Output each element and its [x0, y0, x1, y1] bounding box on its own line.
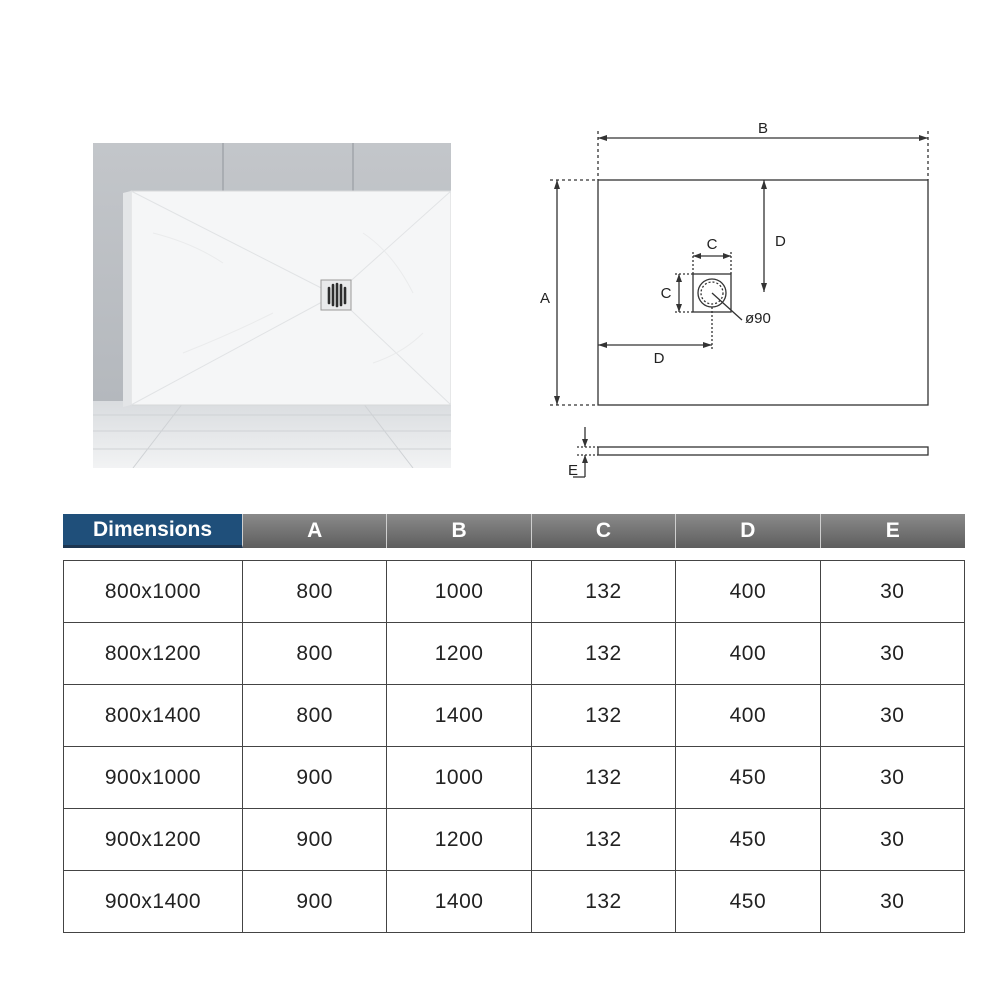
table-row — [64, 685, 965, 747]
cell-size: 900x1400 — [64, 871, 243, 933]
cell-size: 800x1400 — [64, 685, 243, 747]
cell-a: 900 — [243, 747, 387, 809]
cell-a: 900 — [243, 809, 387, 871]
label-c-top: C — [706, 236, 718, 253]
header-c: C — [532, 514, 676, 548]
cell-c: 132 — [531, 747, 675, 809]
table-row — [64, 623, 965, 685]
table-row — [64, 871, 965, 933]
product-photo — [93, 143, 451, 468]
cell-c: 132 — [531, 623, 675, 685]
cell-size: 900x1200 — [64, 809, 243, 871]
label-c-side: C — [660, 285, 672, 302]
dimensions-table — [63, 560, 965, 933]
cell-d: 450 — [676, 747, 820, 809]
technical-drawing — [535, 105, 955, 495]
cell-e: 30 — [820, 623, 964, 685]
cell-c: 132 — [531, 685, 675, 747]
shower-tray-illustration — [93, 143, 451, 468]
cell-d: 400 — [676, 561, 820, 623]
cell-e: 30 — [820, 809, 964, 871]
label-a: A — [539, 290, 551, 307]
cell-d: 450 — [676, 871, 820, 933]
cell-e: 30 — [820, 685, 964, 747]
cell-b: 1200 — [387, 623, 531, 685]
cell-a: 900 — [243, 871, 387, 933]
cell-b: 1200 — [387, 809, 531, 871]
cell-size: 900x1000 — [64, 747, 243, 809]
cell-e: 30 — [820, 871, 964, 933]
shower-tray — [131, 191, 451, 405]
cell-c: 132 — [531, 809, 675, 871]
floor — [93, 401, 451, 468]
cell-a: 800 — [243, 685, 387, 747]
label-e: E — [567, 462, 579, 479]
table-row — [64, 809, 965, 871]
cell-b: 1000 — [387, 561, 531, 623]
cell-size: 800x1000 — [64, 561, 243, 623]
dimension-diagram — [535, 105, 955, 495]
cell-b: 1400 — [387, 871, 531, 933]
cell-e: 30 — [820, 747, 964, 809]
table-row — [64, 747, 965, 809]
cell-b: 1000 — [387, 747, 531, 809]
header-e: E — [821, 514, 965, 548]
label-hole-diameter: ø90 — [745, 310, 771, 327]
header-dimensions: Dimensions — [63, 514, 243, 548]
header-d: D — [676, 514, 820, 548]
label-b: B — [757, 120, 769, 137]
cell-b: 1400 — [387, 685, 531, 747]
label-d-horizontal: D — [653, 350, 665, 367]
cell-size: 800x1200 — [64, 623, 243, 685]
table-header — [63, 514, 965, 548]
cell-c: 132 — [531, 871, 675, 933]
label-d-vertical: D — [775, 233, 786, 250]
header-b: B — [387, 514, 531, 548]
table-row — [64, 561, 965, 623]
cell-a: 800 — [243, 561, 387, 623]
cell-d: 400 — [676, 685, 820, 747]
header-a: A — [243, 514, 387, 548]
cell-c: 132 — [531, 561, 675, 623]
cell-d: 450 — [676, 809, 820, 871]
cell-d: 400 — [676, 623, 820, 685]
tray-outline — [598, 180, 928, 405]
cell-a: 800 — [243, 623, 387, 685]
cell-e: 30 — [820, 561, 964, 623]
